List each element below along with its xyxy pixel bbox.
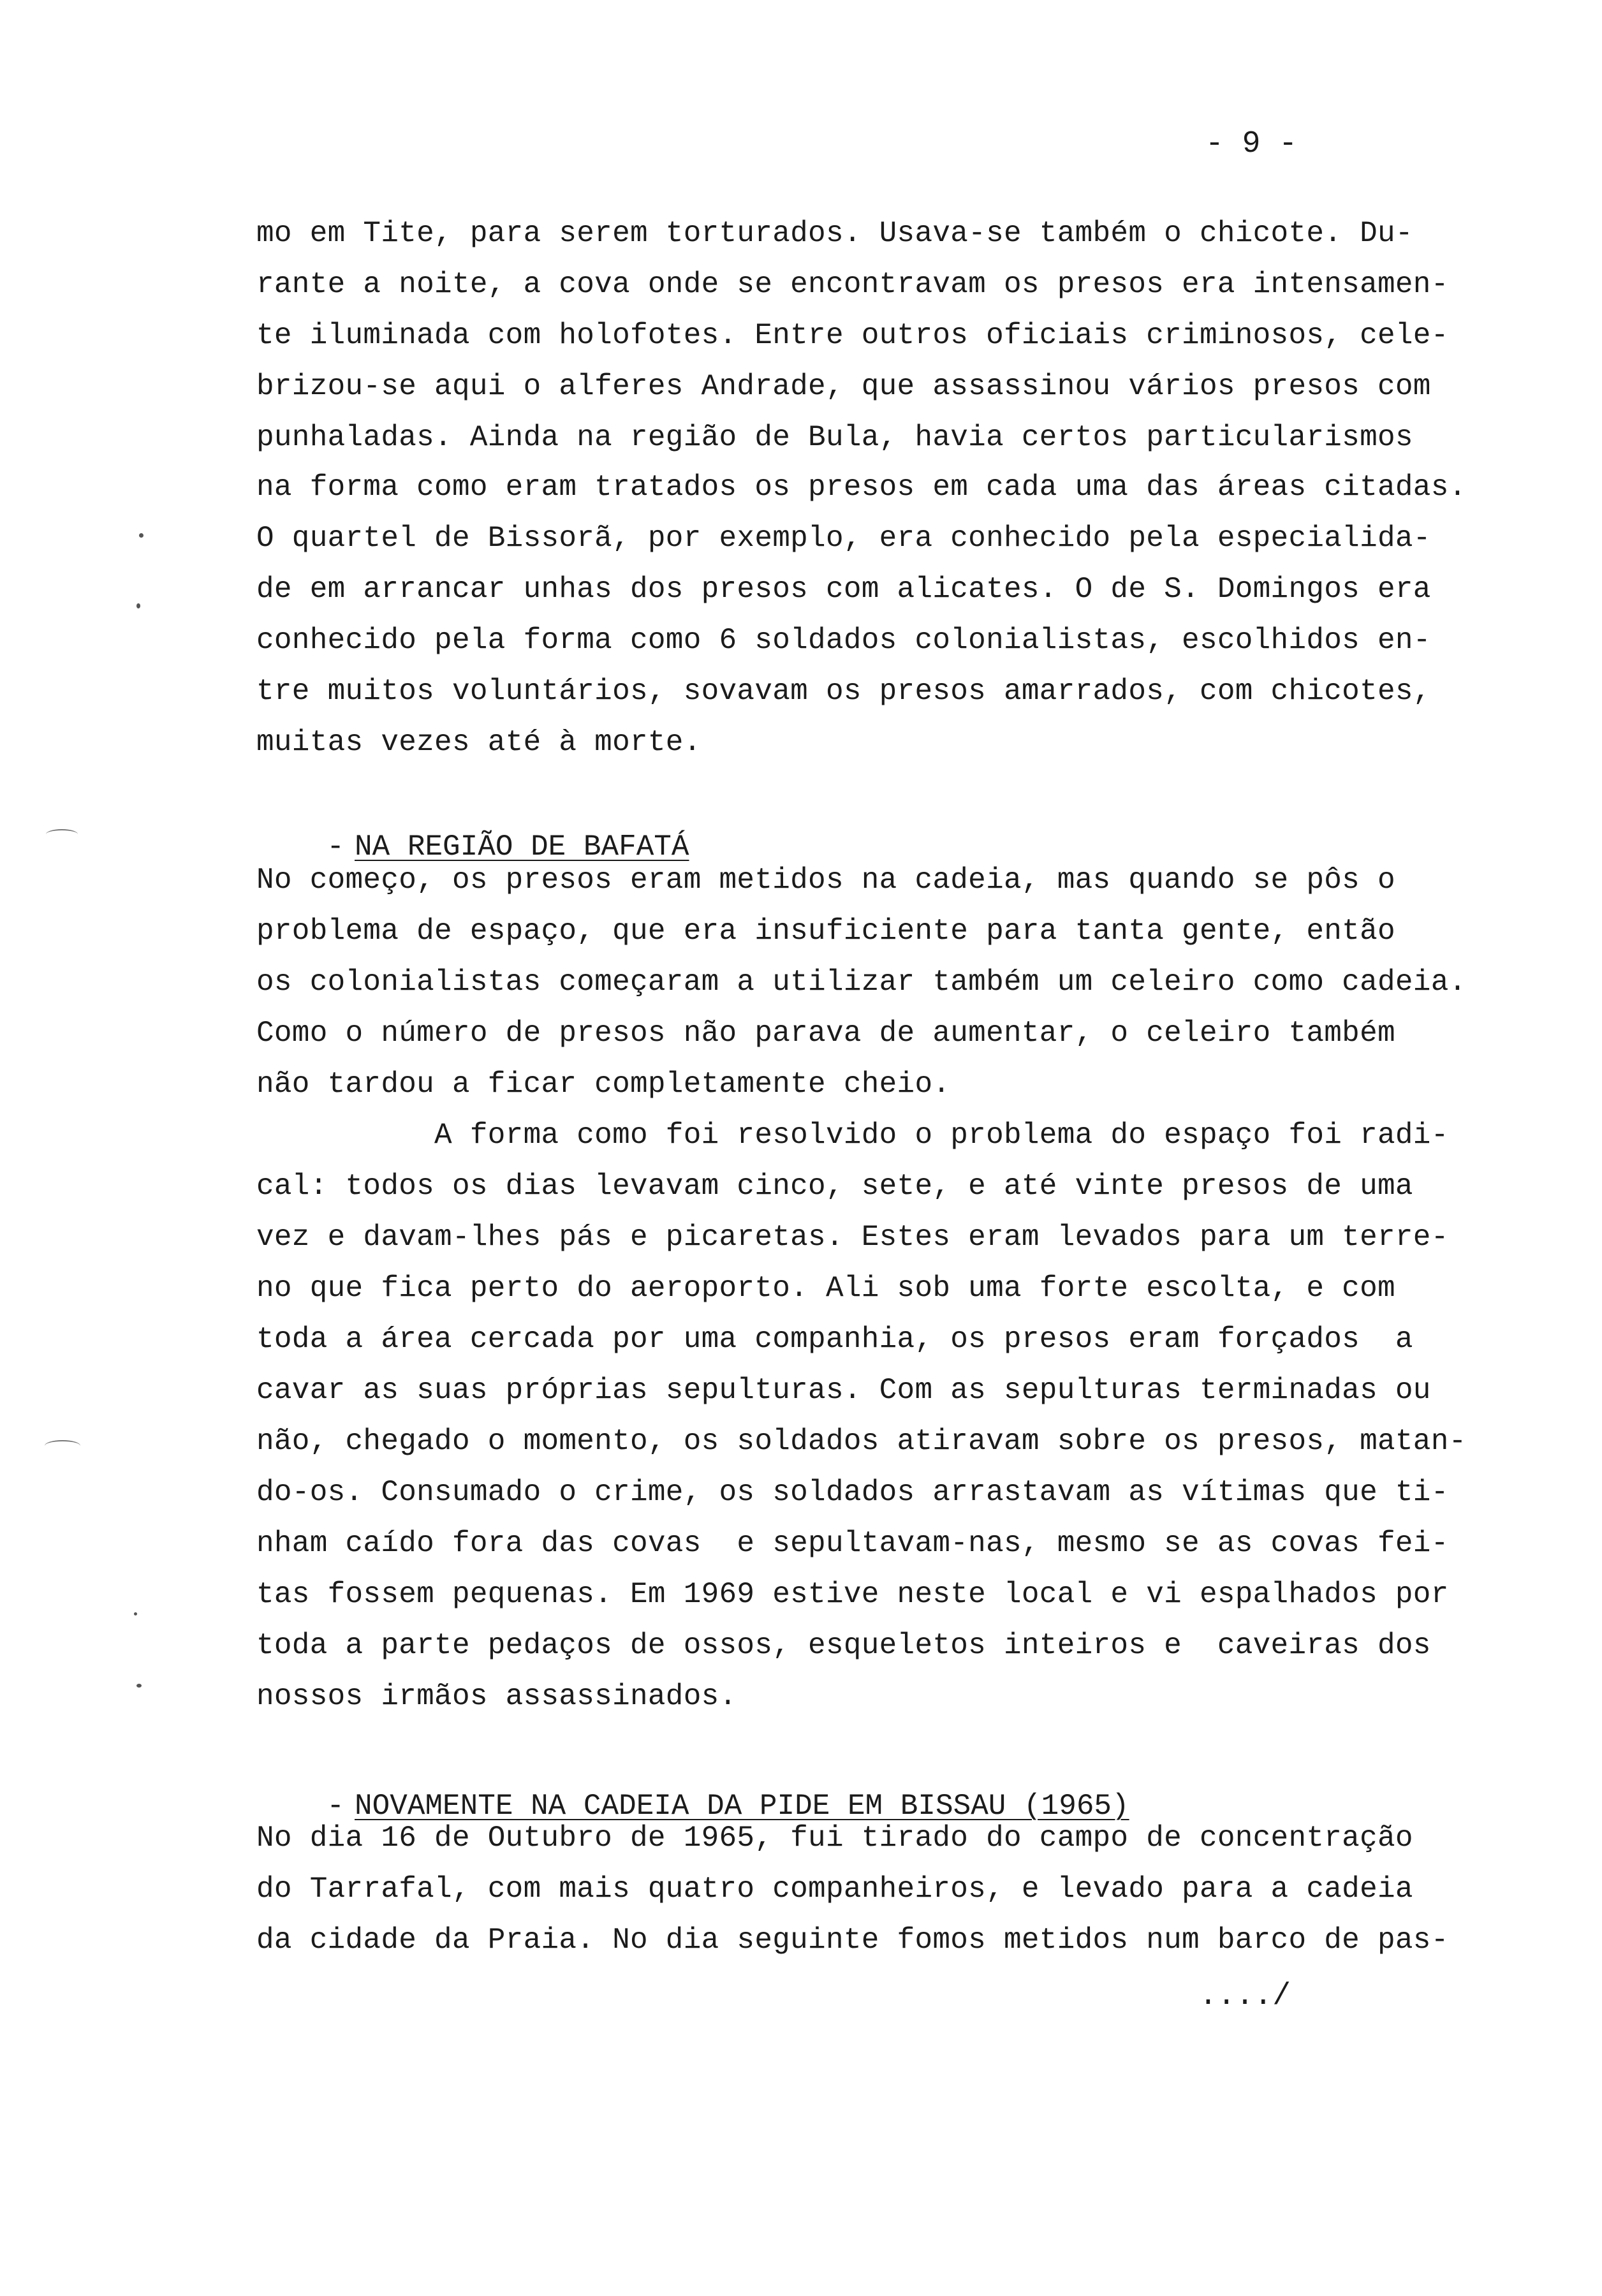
text-line: te iluminada com holofotes. Entre outros oficiais criminosos, cele- — [256, 319, 1449, 352]
text-line: toda a parte pedaços de ossos, esqueletos inteiros e caveiras dos — [256, 1629, 1431, 1662]
text-line: cal: todos os dias levavam cinco, sete, e até vinte presos de uma — [256, 1170, 1413, 1203]
scan-mark — [46, 829, 78, 839]
text-line: problema de espaço, que era insuficiente para tanta gente, então — [256, 915, 1395, 948]
text-line: do-os. Consumado o crime, os soldados arrastavam as vítimas que ti- — [256, 1476, 1449, 1509]
text-line: os colonialistas começaram a utilizar também um celeiro como cadeia. — [256, 966, 1467, 999]
heading-title: NA REGIÃO DE BAFATÁ — [355, 830, 689, 864]
text-line: conhecido pela forma como 6 soldados colonialistas, escolhidos en- — [256, 624, 1431, 657]
heading-dash: - — [327, 830, 345, 864]
text-line: cavar as suas próprias sepulturas. Com as sepulturas terminadas ou — [256, 1374, 1431, 1407]
scan-speck — [136, 603, 140, 608]
text-line: nossos irmãos assassinados. — [256, 1680, 737, 1713]
text-line: de em arrancar unhas dos presos com alicates. O de S. Domingos era — [256, 573, 1431, 606]
text-line: mo em Tite, para serem torturados. Usava-se também o chicote. Du- — [256, 217, 1413, 250]
continuation-mark: ..../ — [1199, 1979, 1291, 2013]
text-line: toda a área cercada por uma companhia, os presos eram forçados a — [256, 1323, 1413, 1356]
text-line: no que fica perto do aeroporto. Ali sob uma forte escolta, e com — [256, 1272, 1395, 1305]
scan-speck — [139, 533, 143, 538]
text-line: tas fossem pequenas. Em 1969 estive neste local e vi espalhados por — [256, 1578, 1449, 1611]
scan-speck — [136, 1684, 142, 1688]
text-line: brizou-se aqui o alferes Andrade, que assassinou vários presos com — [256, 370, 1431, 403]
text-line: muitas vezes até à morte. — [256, 726, 702, 759]
text-line: não tardou a ficar completamente cheio. — [256, 1068, 951, 1101]
page-number: - 9 - — [1205, 127, 1298, 161]
scan-speck — [134, 1612, 137, 1615]
scan-mark — [45, 1440, 80, 1452]
text-line: nham caído fora das covas e sepultavam-nas, mesmo se as covas fei- — [256, 1527, 1449, 1560]
text-line: na forma como eram tratados os presos em cada uma das áreas citadas. — [256, 471, 1467, 504]
heading-title: NOVAMENTE NA CADEIA DA PIDE EM BISSAU (1965) — [355, 1790, 1129, 1823]
text-line: No começo, os presos eram metidos na cadeia, mas quando se pôs o — [256, 864, 1395, 897]
text-line: punhaladas. Ainda na região de Bula, havia certos particularismos — [256, 421, 1413, 454]
text-line: A forma como foi resolvido o problema do espaço foi radi- — [256, 1119, 1449, 1152]
text-line: vez e davam-lhes pás e picaretas. Estes eram levados para um terre- — [256, 1221, 1449, 1254]
text-line: Como o número de presos não parava de aumentar, o celeiro também — [256, 1017, 1395, 1050]
text-line: No dia 16 de Outubro de 1965, fui tirado do campo de concentração — [256, 1821, 1413, 1855]
text-line: O quartel de Bissorã, por exemplo, era conhecido pela especialida- — [256, 522, 1431, 555]
text-line: não, chegado o momento, os soldados atiravam sobre os presos, matan- — [256, 1425, 1467, 1458]
heading-dash: - — [327, 1790, 345, 1823]
text-line: tre muitos voluntários, sovavam os presos amarrados, com chicotes, — [256, 675, 1431, 708]
text-line: rante a noite, a cova onde se encontravam os presos era intensamen- — [256, 268, 1449, 301]
text-line: do Tarrafal, com mais quatro companheiros, e levado para a cadeia — [256, 1873, 1413, 1906]
text-line: da cidade da Praia. No dia seguinte fomos metidos num barco de pas- — [256, 1924, 1449, 1957]
